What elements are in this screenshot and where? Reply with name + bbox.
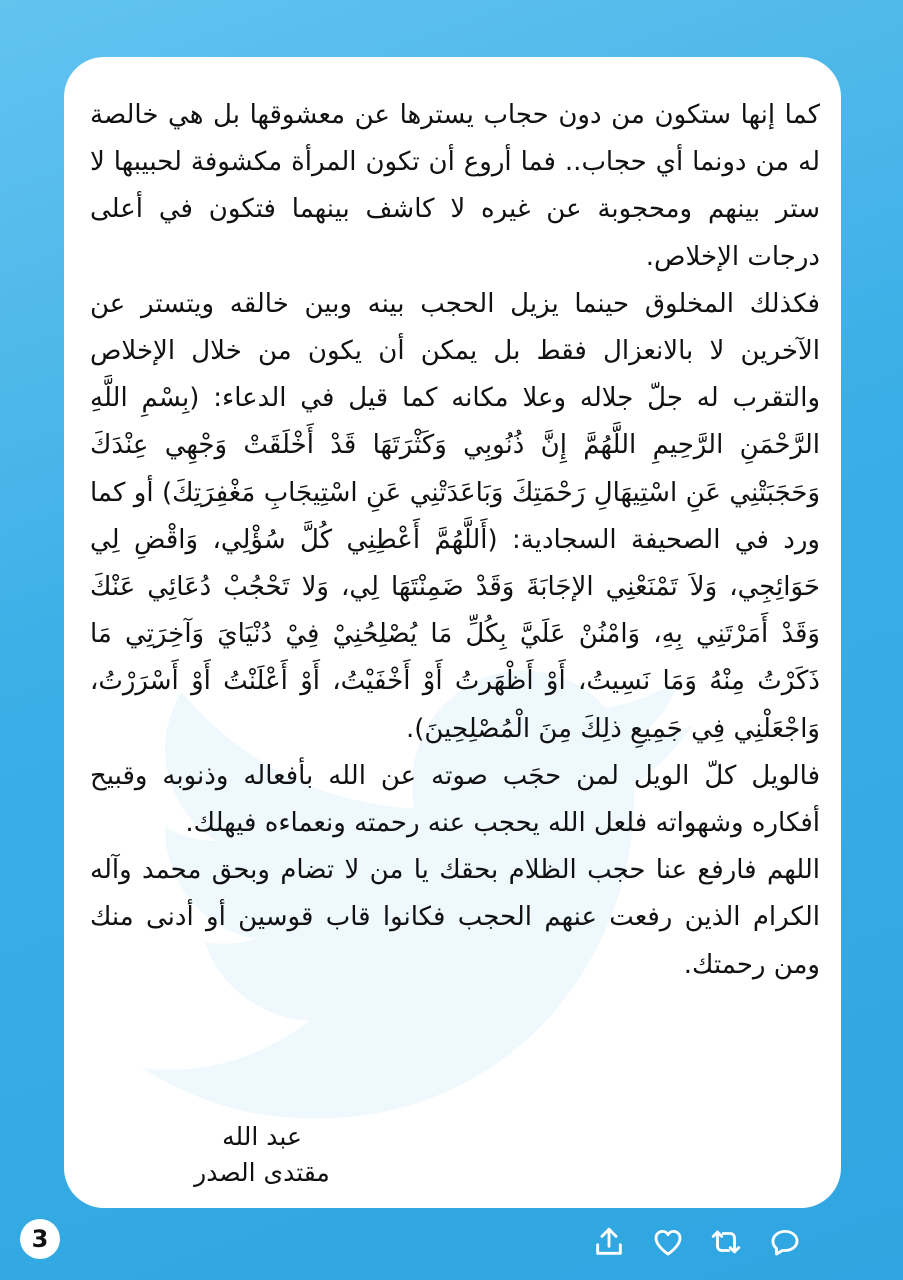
action-bar bbox=[592, 1222, 802, 1262]
paragraph: كما إنها ستكون من دون حجاب يسترها عن معشوقها بل هي خالصة له من دونما أي حجاب.. فما أروع أن تكون المرأة مكشوفة لحبيبها لا ستر بينهم ومحجوبة عن غيره لا كاشف بينهما فتكون في أعلى درجات الإخلاص. bbox=[90, 100, 820, 272]
paragraph: فالويل كلّ الويل لمن حجَب صوته عن الله بأفعاله وذنوبه وقبيح أفكاره وشهواته فلعل الله يحجب عنه رحمته ونعماءه فيهلك. bbox=[90, 760, 820, 839]
paragraph: اللهم فارفع عنا حجب الظلام بحقك يا من لا تضام وبحق محمد وآله الكرام الذين رفعت عنهم الحجب فكانوا قاب قوسين أو أدنى منك ومن رحمتك. bbox=[90, 855, 820, 980]
share-button[interactable] bbox=[592, 1225, 626, 1259]
signature bbox=[182, 1119, 342, 1191]
signature-line: عبد الله bbox=[222, 1122, 302, 1151]
share-icon bbox=[592, 1225, 626, 1259]
retweet-icon bbox=[709, 1225, 743, 1259]
heart-icon bbox=[651, 1225, 685, 1259]
reply-icon bbox=[768, 1225, 802, 1259]
paragraph: فكذلك المخلوق حينما يزيل الحجب بينه وبين خالقه ويتستر عن الآخرين لا بالانعزال فقط بل يمكن أن يكون من خلال الإخلاص والتقرب له جلّ جلاله وعلا مكانه كما قيل في الدعاء: (بِسْمِ اللَّهِ الرَّحْمَنِ الرَّحِيمِ اللَّهُمَّ إِنَّ ذُنُوبِي وَكَثْرَتَهَا قَدْ أَخْلَقَتْ وَجْهِي عِنْدَكَ وَحَجَبَتْنِي عَنِ اسْتِيهَالِ رَحْمَتِكَ وَبَاعَدَتْنِي عَنِ اسْتِيجَابِ مَغْفِرَتِكَ) أو كما ورد في الصحيفة السجادية: (أَللَّهُمَّ أَعْطِنِي كُلَّ سُؤْلِي، وَاقْضِ لِي حَوَائِجِي، وَلاَ تَمْنَعْنِي الإجَابَةَ وَقَدْ ضَمِنْتَهَا لِي، وَلا تَحْجُبْ دُعَائِي عَنْكَ وَقَدْ أَمَرْتَنِي بِهِ، وَامْنُنْ عَلَيَّ بِكُلِّ مَا يُصْلِحُنِيْ فِيْ دُنْيَايَ وَآخِرَتِي مَا ذَكَرْتُ مِنْهُ وَمَا نَسِيتُ، أَوْ أَظْهَرتُ أَوْ أَخْفَيْتُ، أَوْ أَعْلَنْتُ أَوْ أَسْرَرْتُ، وَاجْعَلْنِي فِي جَمِيعِ ذلِكَ مِنَ الْمُصْلِحِينَ). bbox=[90, 288, 820, 744]
post-card bbox=[64, 57, 841, 1208]
reply-button[interactable] bbox=[768, 1225, 802, 1259]
retweet-button[interactable] bbox=[709, 1225, 743, 1259]
post-text bbox=[90, 92, 820, 989]
like-button[interactable] bbox=[651, 1225, 685, 1259]
page-number-badge: 3 bbox=[20, 1219, 60, 1259]
signature-name: مقتدى الصدر bbox=[194, 1158, 330, 1187]
